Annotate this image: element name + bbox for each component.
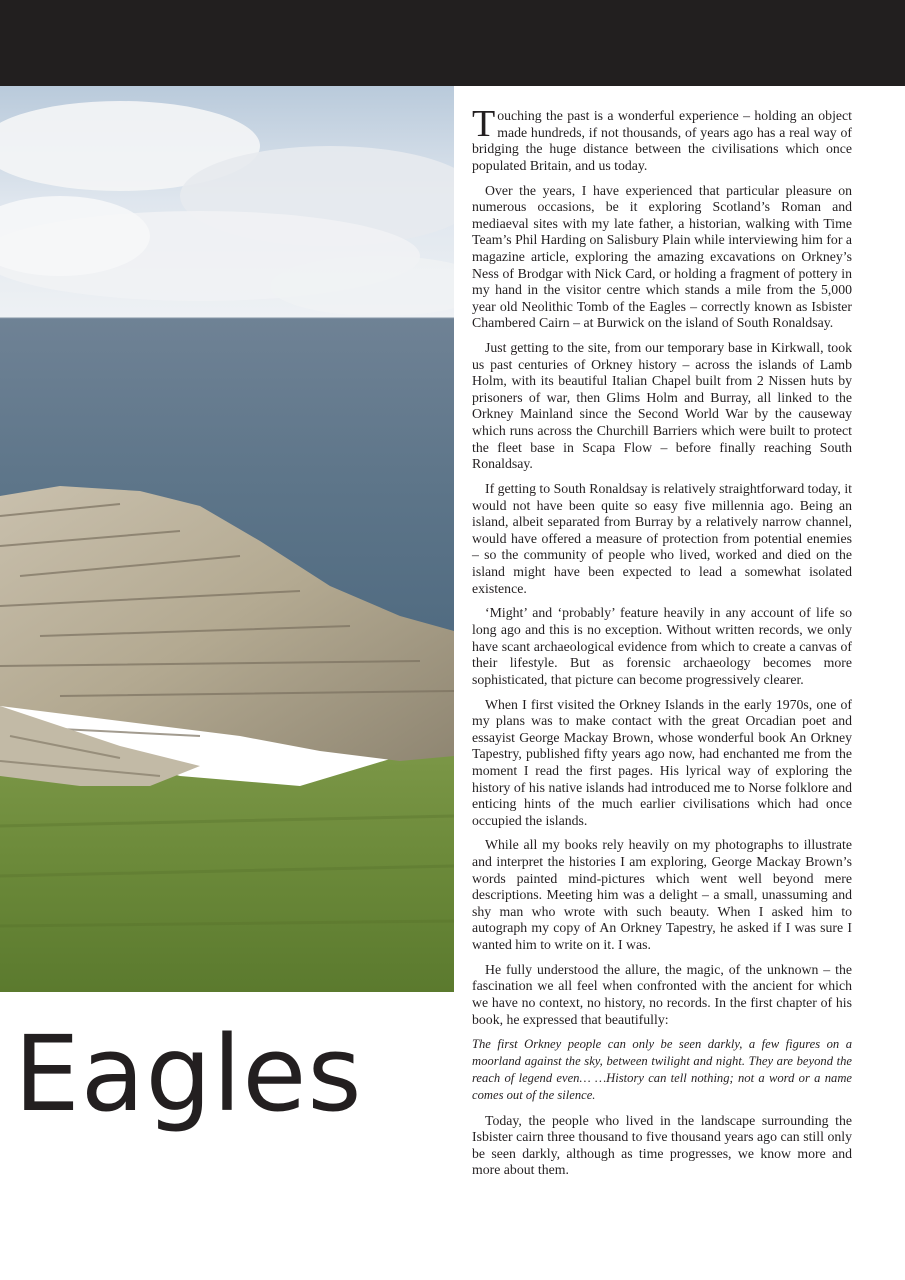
header-bar — [0, 0, 905, 86]
page-title: Eagles — [14, 1013, 363, 1135]
block-quote: The first Orkney people can only be seen darkly, a few figures on a moorland against the sky, between twilight and night. They are beyond the reach of legend even… …History can tell nothing; not a word or a name comes out of the silence. — [472, 1037, 852, 1103]
article-paragraph-3: Just getting to the site, from our temporary base in Kirkwall, took us past centuries of Orkney history – across the islands of Lamb Holm, with its beautiful Italian Chapel built from 2 Nissen huts by prisoners of war, then Glims Holm and Burray, all linked to the Orkney Mainland since the Second World War by the causeway which runs across the Churchill Barriers which were built to protect the fleet base in Scapa Flow – before finally reaching South Ronaldsay. — [472, 340, 852, 472]
article-paragraph-6: When I first visited the Orkney Islands in the early 1970s, one of my plans was to make contact with the great Orcadian poet and essayist George Mackay Brown, whose wonderful book An Orkney Tapestry, published fifty years ago now, had enchanted me from the moment I read the first pages. His lyrical way of exploring the history of his native islands had introduced me to Norse folklore and enticing hints of the much earlier civilisations which had once occupied the islands. — [472, 696, 852, 828]
article-body — [472, 103, 852, 1187]
article-paragraph-2: Over the years, I have experienced that particular pleasure on numerous occasions, be it exploring Scotland’s Roman and mediaeval sites with my late father, a historian, walking with Time Team’s Phil Harding on Salisbury Plain while interviewing him for a magazine article, exploring the amazing excavations on Orkney’s Ness of Brodgar with Nick Card, or holding a fragment of pottery in my hand in the visitor centre which stands a mile from the 5,000 year old Neolithic Tomb of the Eagles – correctly known as Isbister Chambered Cairn – at Burwick on the island of South Ronaldsay. — [472, 182, 852, 331]
article-paragraph-9: Today, the people who lived in the landscape surrounding the Isbister cairn three thousand to five thousand years ago can still only be seen darkly, although as time progresses, we know more and more about them. — [472, 1112, 852, 1178]
drop-cap: T — [472, 103, 496, 145]
article-paragraph-7: While all my books rely heavily on my photographs to illustrate and interpret the histories I am exploring, George Mackay Brown’s words painted mind-pictures which went well beyond mere descriptions. Meeting him was a delight – a small, unassuming and shy man who wrote with such beauty. When I asked him to autograph my copy of An Orkney Tapestry, he asked if I was sure I wanted him to write on it. I was. — [472, 837, 852, 953]
article-paragraph-4: If getting to South Ronaldsay is relatively straightforward today, it would not have been quite so easy five millennia ago. Being an island, albeit separated from Burray by a relatively narrow channel, would have offered a measure of protection from potential enemies – so the community of people who lived, worked and died on the island might have been expected to lead a somewhat isolated existence. — [472, 481, 852, 596]
paragraph-1-text: ouching the past is a wonderful experience – holding an object made hundreds, if not thousands, of years ago has a real way of bridging the huge distance between the civilisations which once populated Britain, and us today. — [472, 108, 852, 173]
cliff-photo-illustration — [0, 86, 454, 992]
cliff-photo — [0, 86, 454, 992]
article-paragraph-8: He fully understood the allure, the magic, of the unknown – the fascination we all feel when confronted with the ancient for which we have no context, no history, no records. In the first chapter of his book, he expressed that beautifully: — [472, 961, 852, 1027]
article-paragraph-1 — [472, 103, 852, 174]
article-paragraph-5: ‘Might’ and ‘probably’ feature heavily in any account of life so long ago and this is no exception. Without written records, we only have scant archaeological evidence from which to create a canvas of their lifestyle. But as forensic archaeology becomes more sophisticated, that picture can become progressively clearer. — [472, 605, 852, 687]
